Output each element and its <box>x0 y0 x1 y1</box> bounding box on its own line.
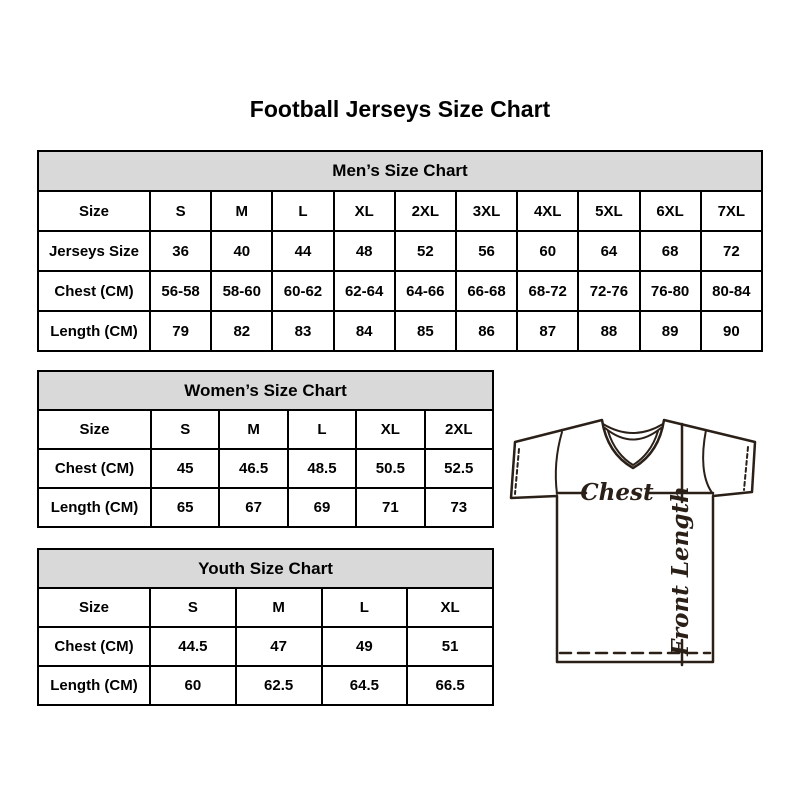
value-cell: 5XL <box>578 191 639 231</box>
right-cuff-dashed-line <box>744 447 748 490</box>
jersey-diagram <box>502 404 767 669</box>
row-label-cell: Length (CM) <box>38 488 151 527</box>
value-cell: 88 <box>578 311 639 351</box>
value-cell: 80-84 <box>701 271 762 311</box>
right-armhole-seam <box>703 430 713 494</box>
value-cell: S <box>150 588 236 627</box>
row-label-cell: Jerseys Size <box>38 231 150 271</box>
value-cell: 36 <box>150 231 211 271</box>
row-label-cell: Chest (CM) <box>38 627 150 666</box>
value-cell: 83 <box>272 311 333 351</box>
collar-band-line <box>603 424 663 433</box>
value-cell: 3XL <box>456 191 517 231</box>
value-cell: 44 <box>272 231 333 271</box>
value-cell: 64 <box>578 231 639 271</box>
youth-size-chart-table <box>37 548 494 706</box>
value-cell: S <box>150 191 211 231</box>
table-row <box>38 627 493 666</box>
value-cell: 2XL <box>395 191 456 231</box>
value-cell: 6XL <box>640 191 701 231</box>
value-cell: L <box>272 191 333 231</box>
value-cell: XL <box>407 588 493 627</box>
row-label-cell: Size <box>38 191 150 231</box>
value-cell: 48 <box>334 231 395 271</box>
value-cell: 62-64 <box>334 271 395 311</box>
row-label-cell: Size <box>38 410 151 449</box>
value-cell: 48.5 <box>288 449 356 488</box>
value-cell: 84 <box>334 311 395 351</box>
youth-table-title: Youth Size Chart <box>38 549 493 588</box>
value-cell: 49 <box>322 627 408 666</box>
value-cell: 60 <box>517 231 578 271</box>
value-cell: 73 <box>425 488 493 527</box>
table-row <box>38 231 762 271</box>
table-row <box>38 666 493 705</box>
value-cell: 67 <box>219 488 287 527</box>
row-label-cell: Chest (CM) <box>38 449 151 488</box>
value-cell: M <box>236 588 322 627</box>
value-cell: 51 <box>407 627 493 666</box>
table-row <box>38 449 493 488</box>
page-title: Football Jerseys Size Chart <box>249 96 551 122</box>
value-cell: 66.5 <box>407 666 493 705</box>
value-cell: XL <box>356 410 424 449</box>
men-table-title: Men’s Size Chart <box>38 151 762 191</box>
jersey-illustration <box>502 404 767 669</box>
value-cell: 82 <box>211 311 272 351</box>
value-cell: 45 <box>151 449 219 488</box>
value-cell: L <box>288 410 356 449</box>
value-cell: 2XL <box>425 410 493 449</box>
value-cell: 50.5 <box>356 449 424 488</box>
table-row <box>38 488 493 527</box>
table-row <box>38 588 493 627</box>
table-row <box>38 311 762 351</box>
table-row <box>38 410 493 449</box>
jersey-outline <box>511 420 755 662</box>
left-armhole-seam <box>556 432 562 494</box>
value-cell: 60-62 <box>272 271 333 311</box>
value-cell: S <box>151 410 219 449</box>
women-table-title: Women’s Size Chart <box>38 371 493 410</box>
value-cell: 90 <box>701 311 762 351</box>
value-cell: XL <box>334 191 395 231</box>
row-label-cell: Size <box>38 588 150 627</box>
value-cell: 65 <box>151 488 219 527</box>
value-cell: 86 <box>456 311 517 351</box>
value-cell: 79 <box>150 311 211 351</box>
value-cell: 46.5 <box>219 449 287 488</box>
value-cell: 87 <box>517 311 578 351</box>
front-length-label: Front Length <box>667 486 694 656</box>
value-cell: 58-60 <box>211 271 272 311</box>
value-cell: L <box>322 588 408 627</box>
value-cell: 85 <box>395 311 456 351</box>
value-cell: 60 <box>150 666 236 705</box>
value-cell: 56 <box>456 231 517 271</box>
value-cell: 7XL <box>701 191 762 231</box>
value-cell: 47 <box>236 627 322 666</box>
value-cell: 69 <box>288 488 356 527</box>
value-cell: 4XL <box>517 191 578 231</box>
value-cell: 72 <box>701 231 762 271</box>
value-cell: 56-58 <box>150 271 211 311</box>
table-row <box>38 191 762 231</box>
table-row <box>38 271 762 311</box>
value-cell: 52 <box>395 231 456 271</box>
value-cell: M <box>219 410 287 449</box>
value-cell: 72-76 <box>578 271 639 311</box>
chest-label: Chest <box>580 479 654 506</box>
men-size-chart-table <box>37 150 763 352</box>
value-cell: 62.5 <box>236 666 322 705</box>
left-cuff-dashed-line <box>515 449 519 494</box>
women-size-chart-table <box>37 370 494 528</box>
value-cell: 52.5 <box>425 449 493 488</box>
value-cell: 68-72 <box>517 271 578 311</box>
value-cell: 40 <box>211 231 272 271</box>
row-label-cell: Length (CM) <box>38 666 150 705</box>
value-cell: 64.5 <box>322 666 408 705</box>
value-cell: 44.5 <box>150 627 236 666</box>
value-cell: 76-80 <box>640 271 701 311</box>
value-cell: 71 <box>356 488 424 527</box>
value-cell: 66-68 <box>456 271 517 311</box>
value-cell: 64-66 <box>395 271 456 311</box>
row-label-cell: Length (CM) <box>38 311 150 351</box>
value-cell: 89 <box>640 311 701 351</box>
value-cell: M <box>211 191 272 231</box>
value-cell: 68 <box>640 231 701 271</box>
row-label-cell: Chest (CM) <box>38 271 150 311</box>
